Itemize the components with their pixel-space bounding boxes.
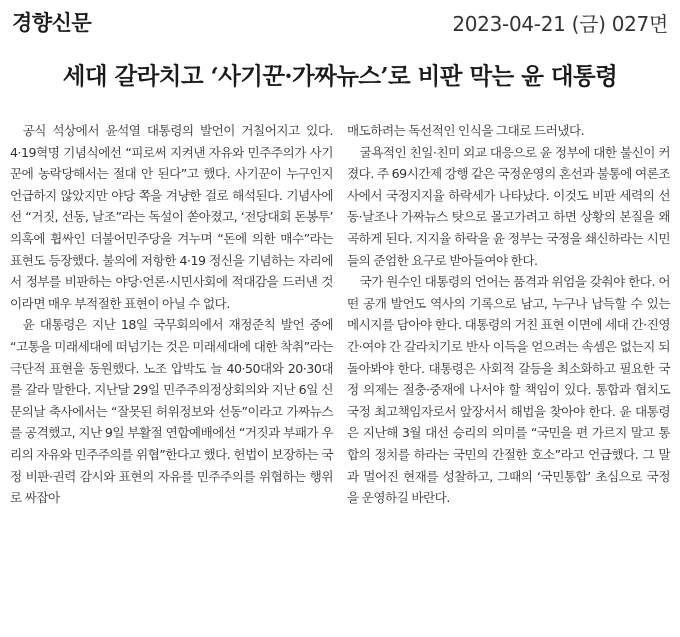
article-paragraph: 윤 대통령은 지난 18일 국무회의에서 재정준칙 발언 중에 “고통을 미래세대에 떠넘기는 것은 미래세대에 대한 착취”라는 극단적 표현을 동원했다. 노조 압박도 늘 40·50대와 20·30대를 갈라 말한다. 지난달 29일 민주주의정상회의와 지난 6일 신문의날 축사에서는 “잘못된 허위정보와 선동”이라고 가짜뉴스를 공격했고, 지난 9일 부활절 연합예배에선 “거짓과 부패가 우리의 자유와 민주주의를 위협”한다고 했다. 헌법이 보장하는 국정 비판·권력 감시와 표현의 자유를 민주주의를 위협하는 행위로 싸잡아	[10, 317, 333, 506]
article-headline: 세대 갈라치고 ‘사기꾼·가짜뉴스’로 비판 막는 윤 대통령	[62, 62, 618, 90]
article-paragraph-continued: 매도하려는 독선적인 인식을 그대로 드러냈다.	[347, 123, 585, 138]
article-paragraph: 국가 원수인 대통령의 언어는 품격과 위엄을 갖춰야 한다. 어떤 공개 발언도 역사의 기록으로 남고, 누구나 납득할 수 있는 메시지를 담아야 한다. 대통령의 거친 표현 이면에 세대 간·진영 간·여야 간 갈라치기로 반사 이득을 얻으려는 속셈은 없는지 되돌아봐야 한다. 대통령은 사회적 갈등을 최소화하고 필요한 국정 의제는 절충·중재에 나서야 할 책임이 있다. 통합과 협치도 국정 최고책임자로서 앞장서서 해법을 찾아야 한다. 윤 대통령은 지난해 3월 대선 승리의 의미를 “국민을 편 가르지 말고 통합의 정치를 하라는 국민의 간절한 호소”라고 언급했다. 그 말과 멀어진 현재를 성찰하고, 그때의 ‘국민통합’ 초심으로 국정을 운영하길 바란다.	[347, 274, 670, 506]
newspaper-name: 경향신문	[12, 11, 92, 35]
article-column-left	[10, 120, 333, 509]
article-paragraph: 공식 석상에서 윤석열 대통령의 발언이 거칠어지고 있다. 4·19혁명 기념식에선 “피로써 지켜낸 자유와 민주주의가 사기꾼에 농락당해서는 절대 안 된다”고 했다. 사기꾼이 누구인지 언급하지 않았지만 야당 쪽을 겨냥한 걸로 해석된다. 기념사에선 “거짓, 선동, 날조”라는 독설이 쏟아졌고, ‘전당대회 돈봉투’ 의혹에 휩싸인 더불어민주당을 겨누며 “돈에 의한 매수”라는 표현도 등장했다. 불의에 저항한 4·19 정신을 기념하는 자리에서 정부를 비판하는 야당·언론·시민사회에 적대감을 드러낸 것이라면 매우 부적절한 표현이 아닐 수 없다.	[10, 123, 333, 311]
article-column-right	[347, 120, 670, 509]
publication-date-page: 2023-04-21 (금) 027면	[452, 12, 668, 36]
article-paragraph: 굴욕적인 친일·친미 외교 대응으로 윤 정부에 대한 불신이 커졌다. 주 69시간제 강행 같은 국정운영의 혼선과 불통에 여론조사에서 국정지지율 하락세가 나타났다. 이것도 비판 세력의 선동·날조나 가짜뉴스 탓으로 몰고가려고 하면 상황의 본질을 왜곡하게 된다. 지지율 하락을 윤 정부는 국정을 쇄신하라는 시민들의 준엄한 요구로 받아들여야 한다.	[347, 144, 670, 268]
masthead	[0, 0, 680, 40]
